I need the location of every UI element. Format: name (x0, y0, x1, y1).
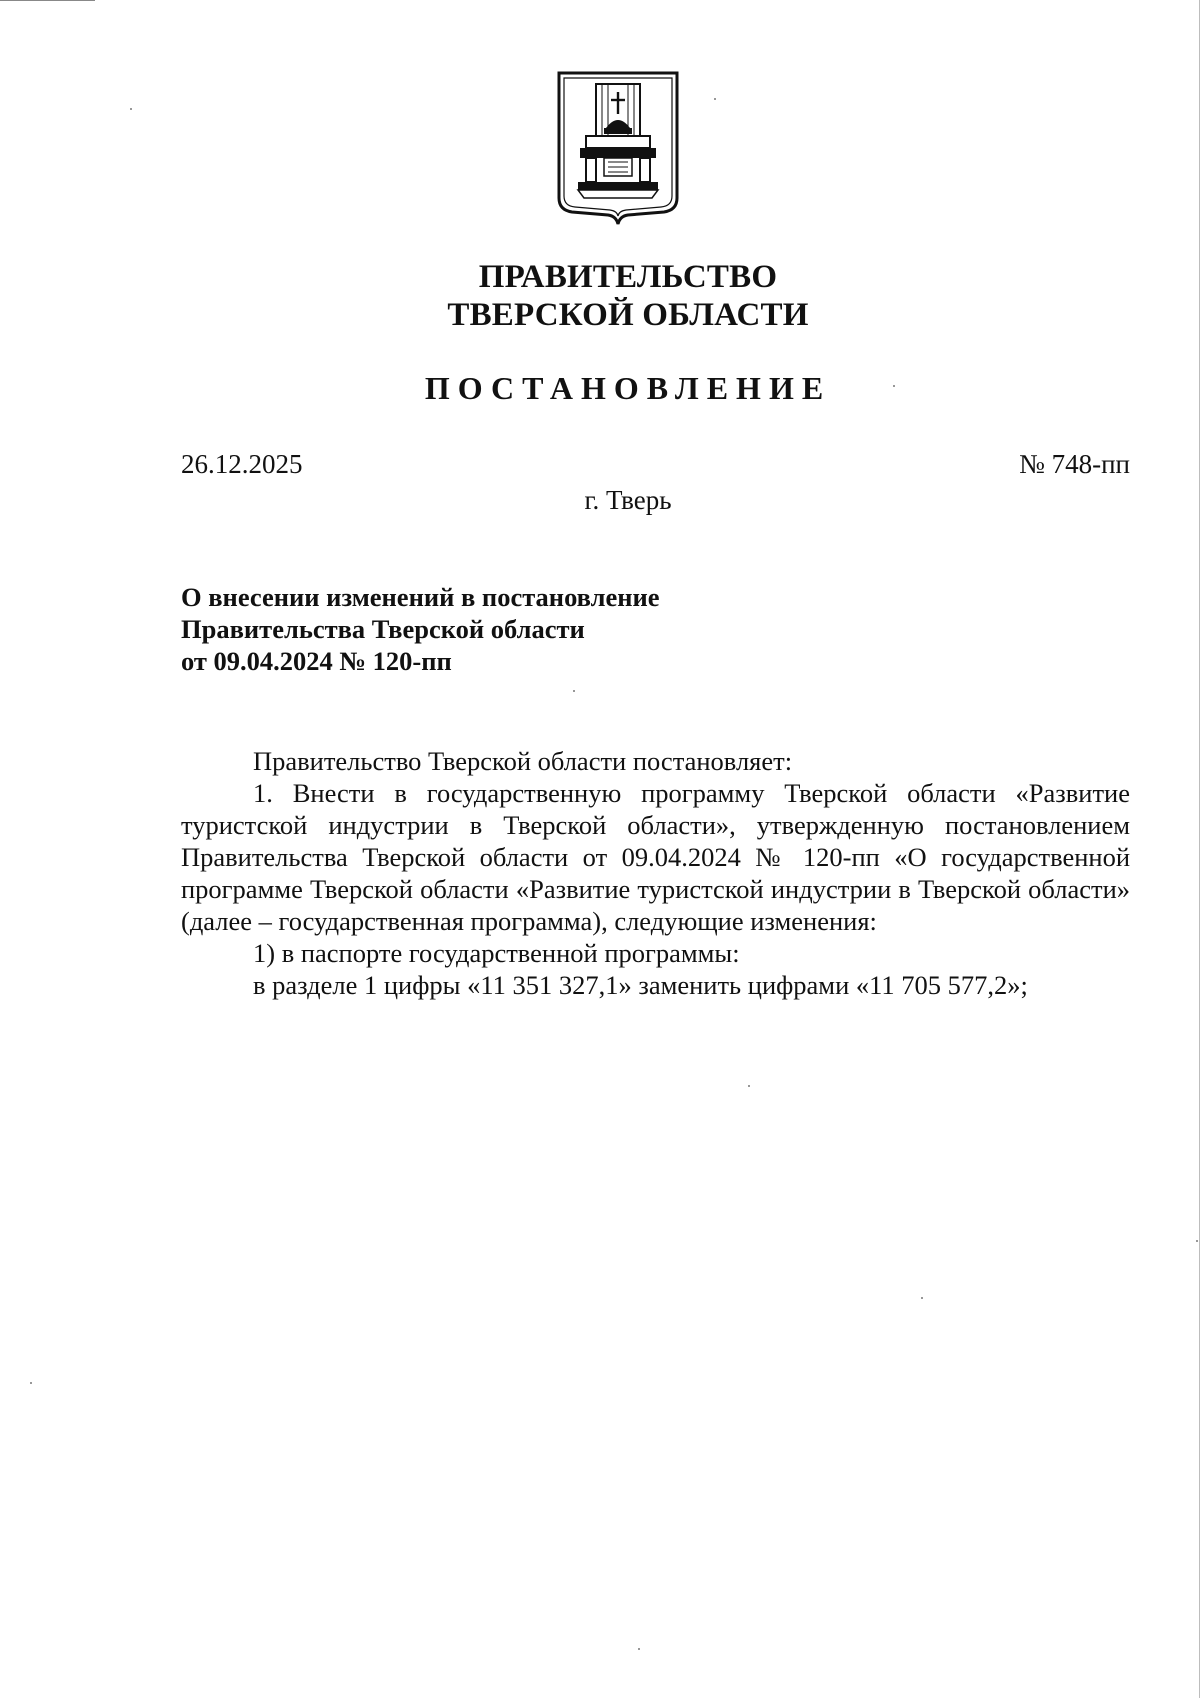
document-type: ПОСТАНОВЛЕНИЕ (424, 370, 832, 406)
government-title-line2: ТВЕРСКОЙ ОБЛАСТИ (447, 297, 809, 333)
subject-line1: О внесении изменений в постановление (181, 582, 660, 612)
body-subitem-1: 1) в паспорте государственной программы: (253, 938, 740, 968)
document-number: № 748-пп (1019, 449, 1130, 479)
scan-speck (30, 1382, 32, 1384)
document-city: г. Тверь (584, 485, 672, 515)
scan-speck (748, 1085, 750, 1087)
body-change-1: в разделе 1 цифры «11 351 327,1» заменить цифрами «11 705 577,2»; (253, 970, 1028, 1000)
document-body (181, 745, 1130, 1001)
scan-speck (130, 108, 132, 110)
scan-speck (893, 385, 895, 387)
document-subject (181, 581, 660, 677)
scan-speck (921, 1297, 923, 1299)
scan-speck (714, 98, 716, 100)
scan-speck (1196, 1240, 1198, 1242)
government-title-line1: ПРАВИТЕЛЬСТВО (478, 259, 778, 295)
scan-speck (573, 690, 575, 692)
subject-line2: Правительства Тверской области (181, 614, 585, 644)
government-title (0, 258, 1200, 334)
document-date: 26.12.2025 (181, 449, 303, 479)
body-intro: Правительство Тверской области постановляет: (253, 746, 793, 776)
scan-edge-line (0, 0, 95, 1)
subject-line3: от 09.04.2024 № 120-пп (181, 646, 452, 676)
tver-coat-of-arms-icon (556, 70, 680, 226)
body-item-1: 1. Внести в государственную программу Тверской области «Развитие туристской индустрии в Тверской области», утвержденную постановлением Правительства Тверской области от 09.04.2024 № 120-пп «О государственной программе Тверской области «Развитие туристской индустрии в Тверской области» (далее – государственная программа), следующие изменения: (181, 778, 1130, 936)
scan-speck (638, 1648, 640, 1650)
